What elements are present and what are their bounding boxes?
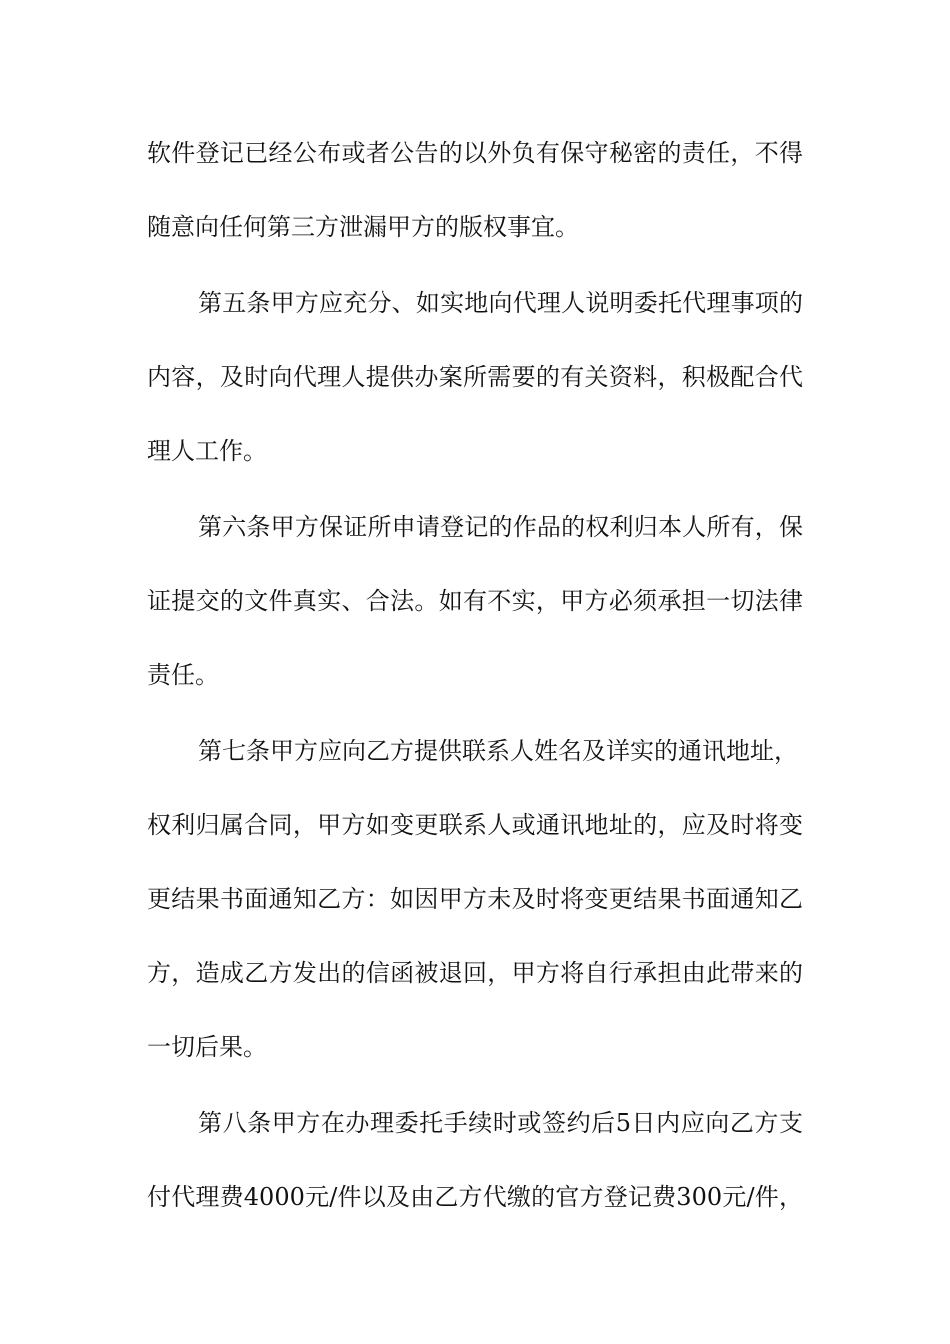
text-line: 方，造成乙方发出的信函被退回，甲方将自行承担由此带来的 — [147, 959, 803, 987]
text-line: 理人工作。 — [147, 437, 267, 465]
text-line: 更结果书面通知乙方：如因甲方未及时将变更结果书面通知乙 — [147, 885, 803, 913]
text-line: 一切后果。 — [147, 1033, 267, 1061]
paragraph-start-line: 第五条甲方应充分、如实地向代理人说明委托代理事项的 — [198, 289, 803, 317]
text-line: 内容，及时向代理人提供办案所需要的有关资料，积极配合代 — [147, 363, 803, 391]
paragraph-start-line: 第八条甲方在办理委托手续时或签约后5日内应向乙方支 — [198, 1109, 803, 1137]
text-line: 责任。 — [147, 661, 219, 689]
text-line: 证提交的文件真实、合法。如有不实，甲方必须承担一切法律 — [147, 587, 803, 615]
paragraph-start-line: 第六条甲方保证所申请登记的作品的权利归本人所有，保 — [198, 513, 803, 541]
paragraph-start-line: 第七条甲方应向乙方提供联系人姓名及详实的通讯地址， — [198, 737, 798, 765]
text-line: 软件登记已经公布或者公告的以外负有保守秘密的责任，不得 — [147, 139, 803, 167]
text-line: 付代理费4000元/件以及由乙方代缴的官方登记费300元/件， — [147, 1183, 803, 1211]
text-line: 随意向任何第三方泄漏甲方的版权事宜。 — [147, 213, 579, 241]
text-line: 权利归属合同，甲方如变更联系人或通讯地址的，应及时将变 — [147, 811, 803, 839]
